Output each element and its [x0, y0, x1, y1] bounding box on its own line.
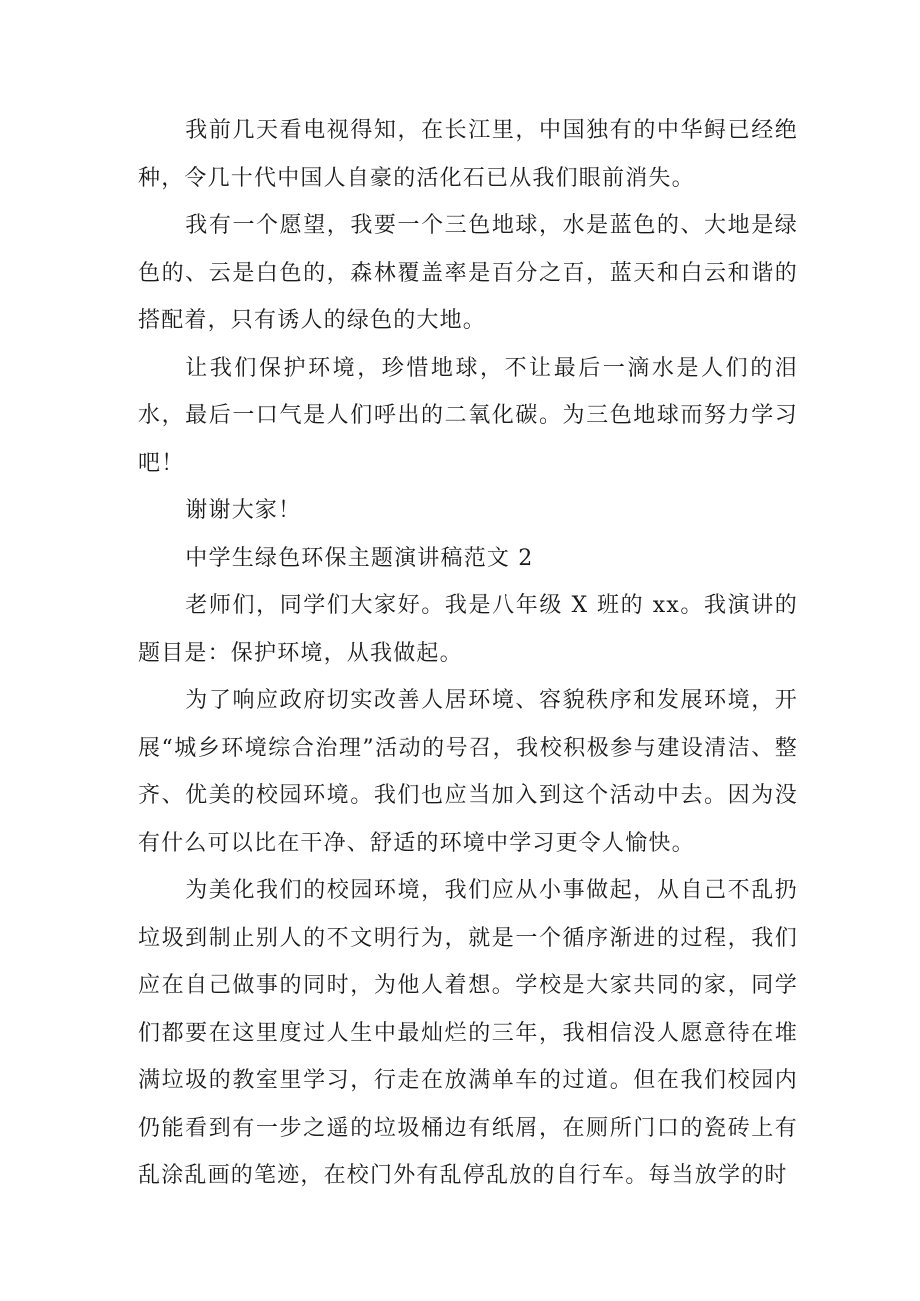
paragraph: 为美化我们的校园环境，我们应从小事做起，从自己不乱扔垃圾到制止别人的不文明行为，就是一个循序渐进的过程，我们应在自己做事的同时，为他人着想。学校是大家共同的家，同学们都要在这里度过人生中最灿烂的三年，我相信没人愿意待在堆满垃圾的教室里学习，行走在放满单车的过道。但在我们校园内仍能看到有一步之遥的垃圾桶边有纸屑，在厕所门口的瓷砖上有乱涂乱画的笔迹，在校门外有乱停乱放的自行车。每当放学的时 [138, 878, 798, 1188]
paragraph: 我有一个愿望，我要一个三色地球，水是蓝色的、大地是绿色的、云是白色的，森林覆盖率是百分之百，蓝天和白云和谐的搭配着，只有诱人的绿色的大地。 [138, 213, 798, 333]
paragraph: 谢谢大家！ [185, 498, 302, 523]
section-heading: 中学生绿色环保主题演讲稿范文 2 [185, 545, 534, 571]
paragraph: 让我们保护环境，珍惜地球，不让最后一滴水是人们的泪水，最后一口气是人们呼出的二氧化碳。为三色地球而努力学习吧！ [138, 355, 798, 476]
paragraph: 为了响应政府切实改善人居环境、容貌秩序和发展环境，开展“城乡环境综合治理”活动的号召，我校积极参与建设清洁、整齐、优美的校园环境。我们也应当加入到这个活动中去。因为没有什么可以比在干净、舒适的环境中学习更令人愉快。 [138, 688, 798, 856]
document-body [138, 107, 798, 1200]
paragraph: 我前几天看电视得知，在长江里，中国独有的中华鲟已经绝种，令几十代中国人自豪的活化石已从我们眼前消失。 [138, 118, 798, 191]
paragraph: 老师们，同学们大家好。我是八年级 X 班的 xx。我演讲的题目是：保护环境，从我做起。 [138, 593, 798, 666]
